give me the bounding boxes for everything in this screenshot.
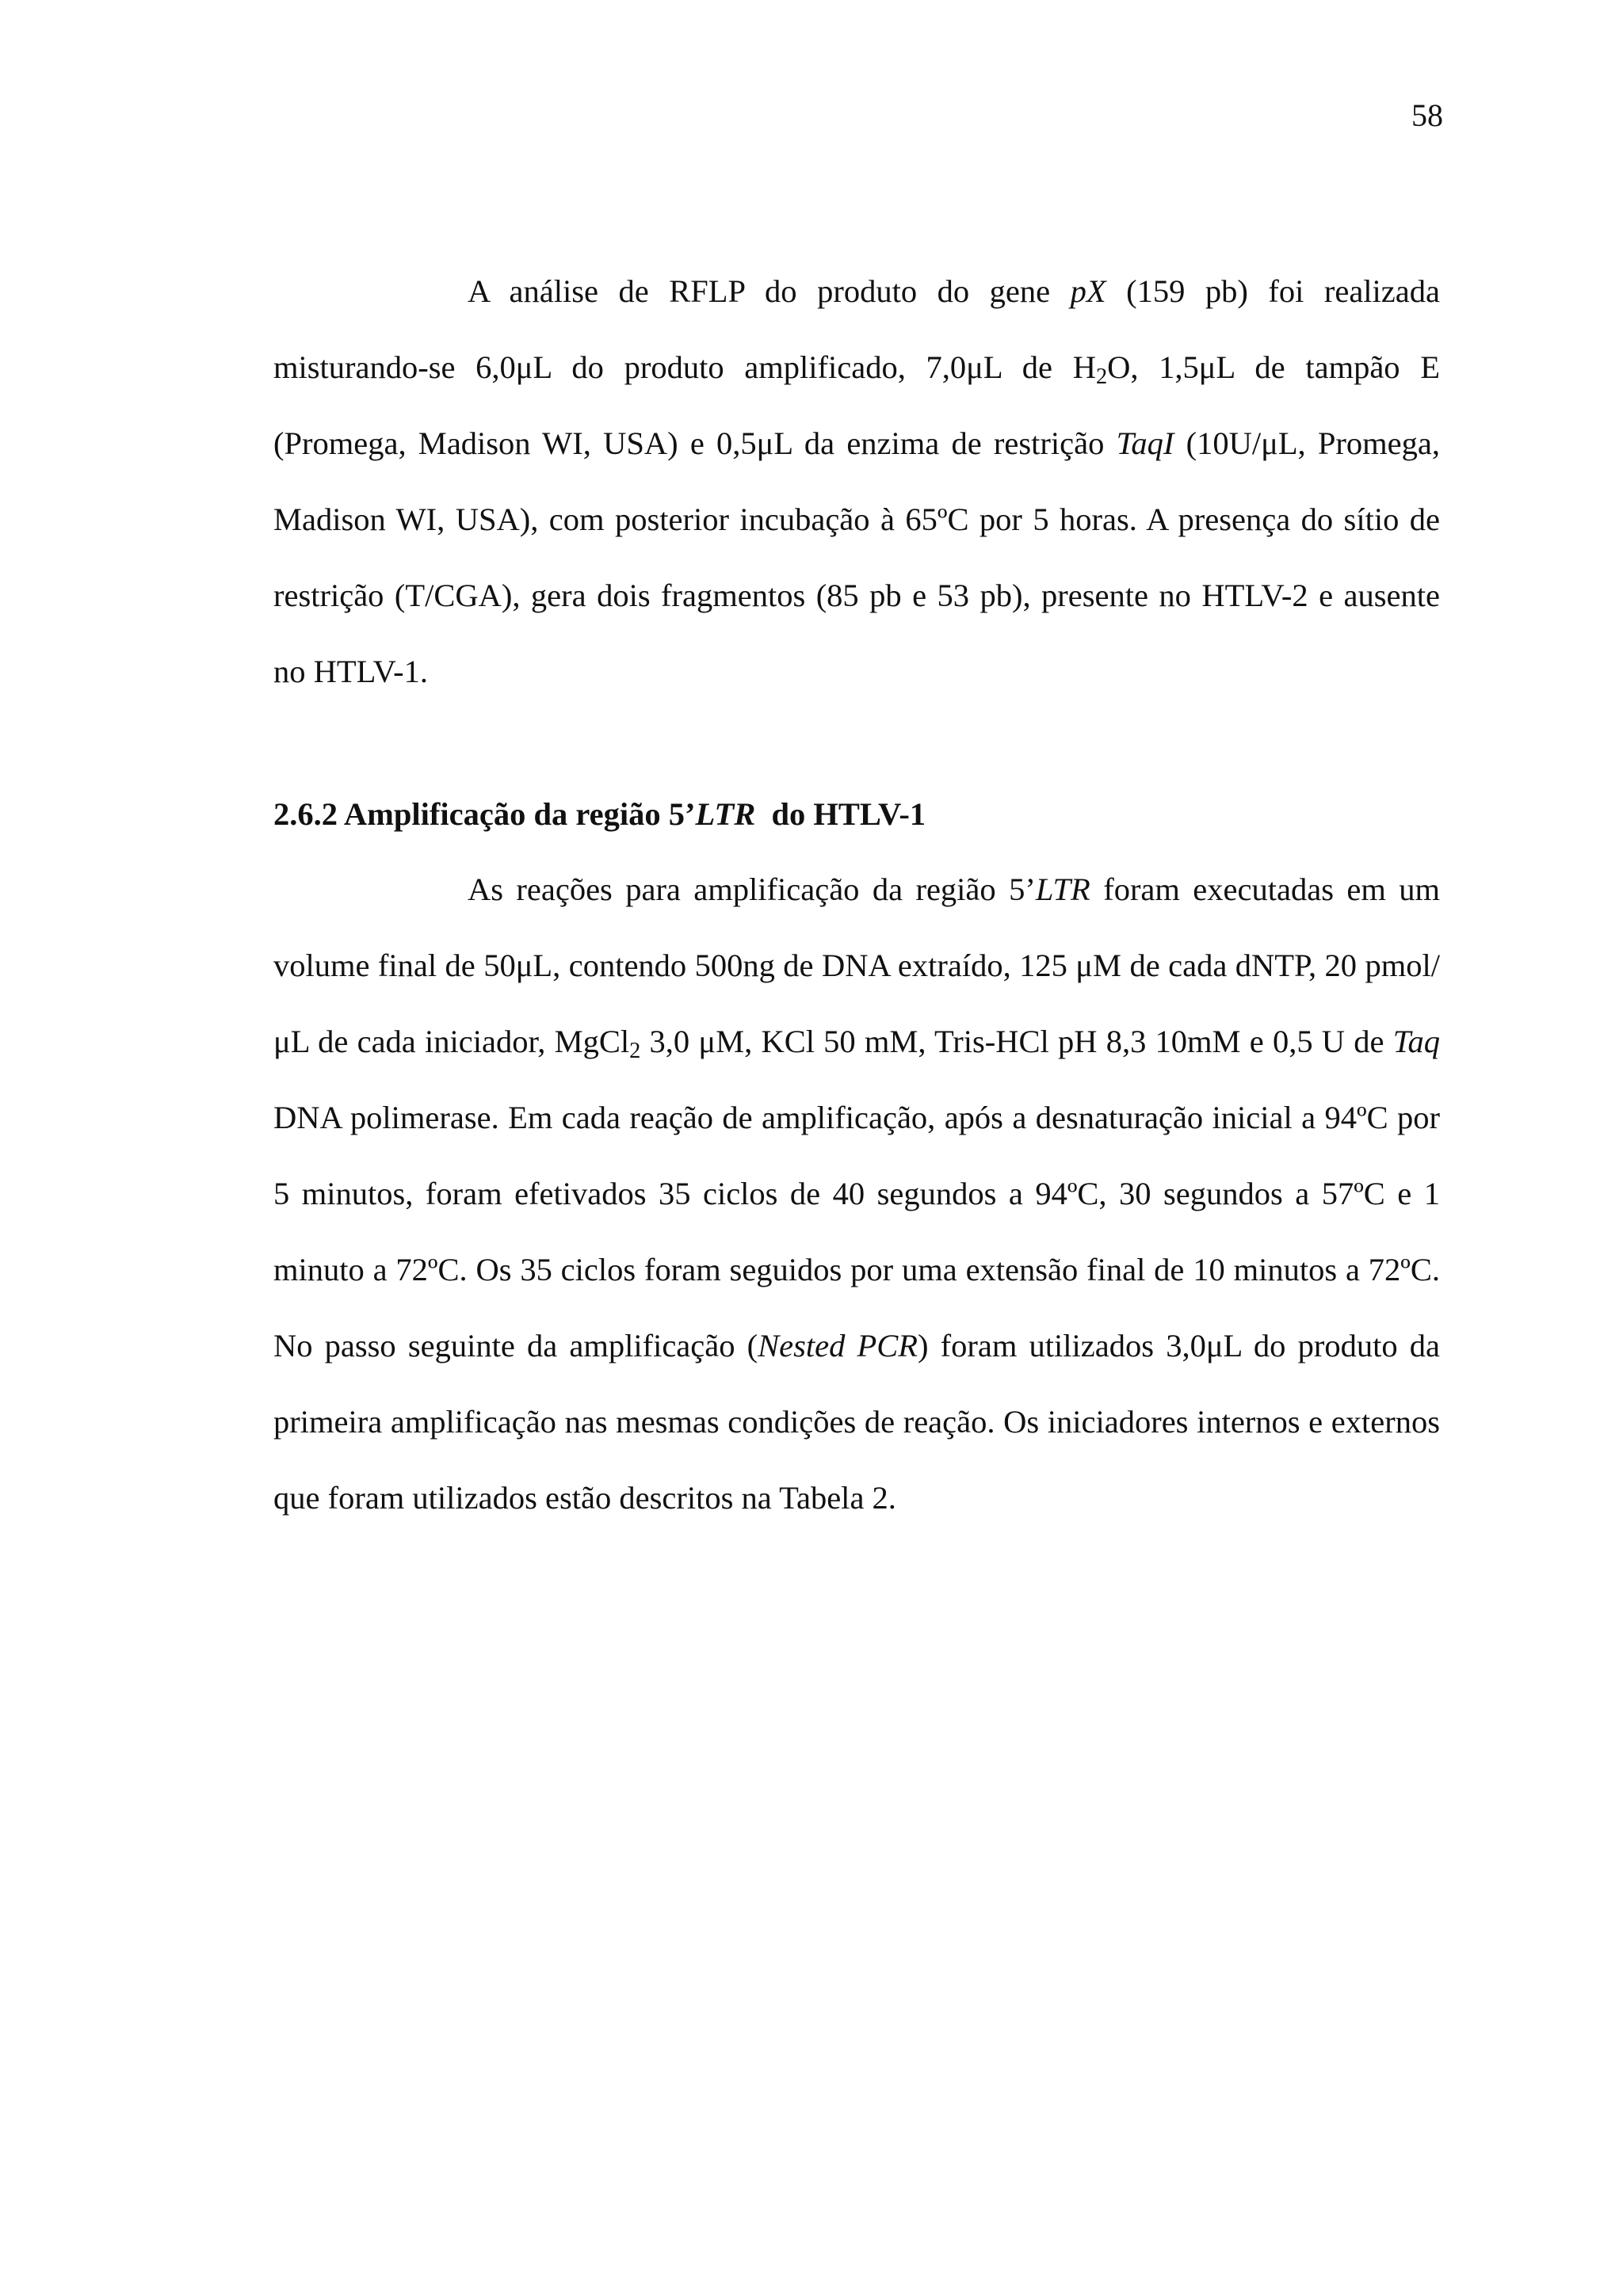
text-span: (159 pb) foi realizada misturando-se 6,0μL do produto amplificado, 7,0μL de H: [273, 273, 1440, 385]
text-span: foram executadas em um volume final de 50μL, contendo 500ng de DNA extraído, 125 μM de cada dNTP, 20 pmol/μL de cada iniciador, MgCl: [273, 871, 1440, 1059]
ltr-italic: LTR: [1035, 871, 1090, 907]
text-span: ) foram utilizados 3,0μL do produto da primeira amplificação nas mesmas condições de reação. Os iniciadores internos e externos que foram utilizados estão descritos na Tabela 2.: [273, 1328, 1440, 1516]
text-span: As reações para amplificação da região 5’: [468, 871, 1036, 907]
heading-text: 2.6.2 Amplificação da região 5’: [273, 796, 696, 832]
gene-name-italic: pX: [1070, 273, 1106, 309]
text-span: O, 1,5μL de tampão E (Promega, Madison WI, USA) e 0,5μL da enzima de restrição: [273, 349, 1440, 461]
paragraph-rflp-analysis: [273, 254, 1440, 710]
text-span: A análise de RFLP do produto do gene: [468, 273, 1071, 309]
nested-pcr-italic: Nested PCR: [758, 1328, 918, 1363]
section-heading: [273, 795, 926, 833]
taq-italic: Taq: [1392, 1024, 1441, 1059]
subscript: 2: [1095, 364, 1108, 390]
enzyme-name-italic: TaqI: [1116, 425, 1174, 461]
text-span: (10U/μL, Promega, Madison WI, USA), com posterior incubação à 65ºC por 5 horas. A presença do sítio de restrição (T/CGA), gera dois fragmentos (85 pb e 53 pb), presente no HTLV-2 e ausente no HTLV-1.: [273, 425, 1441, 689]
subscript: 2: [629, 1039, 641, 1064]
heading-text-tail: do HTLV-1: [755, 796, 926, 832]
text-span: 3,0 μM, KCl 50 mM, Tris-HCl pH 8,3 10mM e 0,5 U de: [640, 1024, 1393, 1059]
paragraph-ltr-amplification: [273, 852, 1440, 1536]
page-number: 58: [1411, 97, 1443, 133]
text-span: DNA polimerase. Em cada reação de amplificação, após a desnaturação inicial a 94ºC por 5 minutos, foram efetivados 35 ciclos de 40 segundos a 94ºC, 30 segundos a 57ºC e 1 minuto a 72ºC. Os 35 ciclos foram seguidos por uma extensão final de 10 minutos a 72ºC. No passo seguinte da amplificação (: [273, 1100, 1440, 1363]
heading-ltr-italic: LTR: [695, 796, 756, 832]
